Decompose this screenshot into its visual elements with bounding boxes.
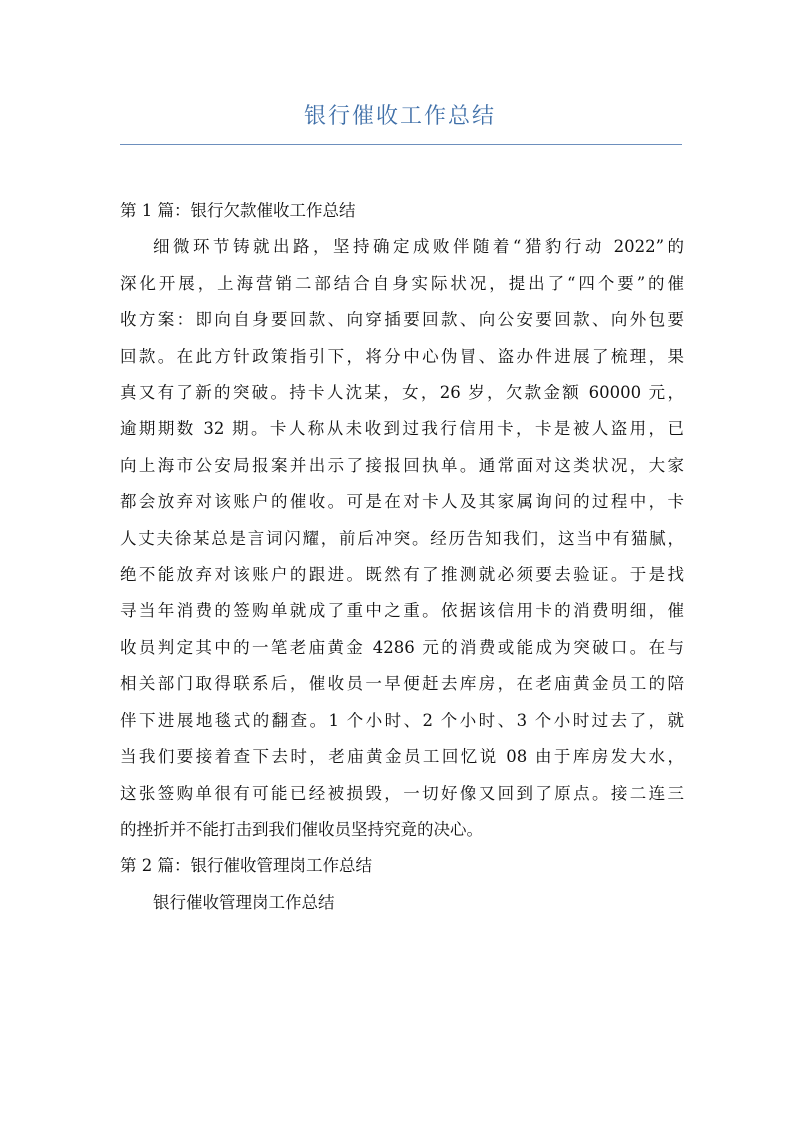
- paragraph-line: 回款。在此方针政策指引下，将分中心伪冒、盗办件进展了梳理，果: [120, 346, 684, 366]
- paragraph-line: 绝不能放弃对该账户的跟进。既然有了推测就必须要去验证。于是找: [120, 565, 684, 585]
- section-paragraph-2: [120, 885, 684, 921]
- paragraph-line: 人丈夫徐某总是言词闪耀，前后冲突。经历告知我们，这当中有猫腻，: [120, 528, 684, 548]
- paragraph-line: 伴下进展地毯式的翻查。1 个小时、2 个小时、3 个小时过去了，就: [120, 710, 684, 730]
- paragraph-line: 收员判定其中的一笔老庙黄金 4286 元的消费或能成为突破口。在与: [120, 637, 684, 657]
- section-heading-2: 第 2 篇：银行催收管理岗工作总结: [120, 856, 372, 876]
- paragraph-line: 寻当年消费的签购单就成了重中之重。依据该信用卡的消费明细，催: [120, 601, 684, 621]
- paragraph-line: 这张签购单很有可能已经被损毁，一切好像又回到了原点。接二连三: [120, 783, 684, 803]
- document-title: 银行催收工作总结: [303, 104, 496, 129]
- paragraph-line: 的挫折并不能打击到我们催收员坚持究竟的决心。: [120, 819, 483, 839]
- document-body: [120, 193, 684, 921]
- paragraph-line: 向上海市公安局报案并出示了接报回执单。通常面对这类状况，大家: [120, 455, 684, 475]
- paragraph-line: 深化开展，上海营销二部结合自身实际状况，提出了“四个要”的催: [120, 273, 684, 293]
- paragraph-line: 银行催收管理岗工作总结: [153, 892, 335, 912]
- paragraph-line: 收方案：即向自身要回款、向穿插要回款、向公安要回款、向外包要: [120, 310, 684, 330]
- paragraph-line: 真又有了新的突破。持卡人沈某，女，26 岁，欠款金额 60000 元，: [120, 383, 684, 403]
- section-paragraph-1: [120, 229, 684, 848]
- paragraph-line: 当我们要接着查下去时，老庙黄金员工回忆说 08 由于库房发大水，: [120, 747, 684, 767]
- paragraph-line: 都会放弃对该账户的催收。可是在对卡人及其家属询问的过程中，卡: [120, 492, 684, 512]
- paragraph-line: 细微环节铸就出路，坚持确定成败伴随着“猎豹行动 2022”的: [153, 237, 684, 257]
- title-divider: [120, 144, 682, 145]
- paragraph-line: 逾期期数 32 期。卡人称从未收到过我行信用卡，卡是被人盗用，已: [120, 419, 684, 439]
- paragraph-line: 相关部门取得联系后，催收员一早便赶去库房，在老庙黄金员工的陪: [120, 674, 684, 694]
- section-heading-1: 第 1 篇：银行欠款催收工作总结: [120, 201, 356, 220]
